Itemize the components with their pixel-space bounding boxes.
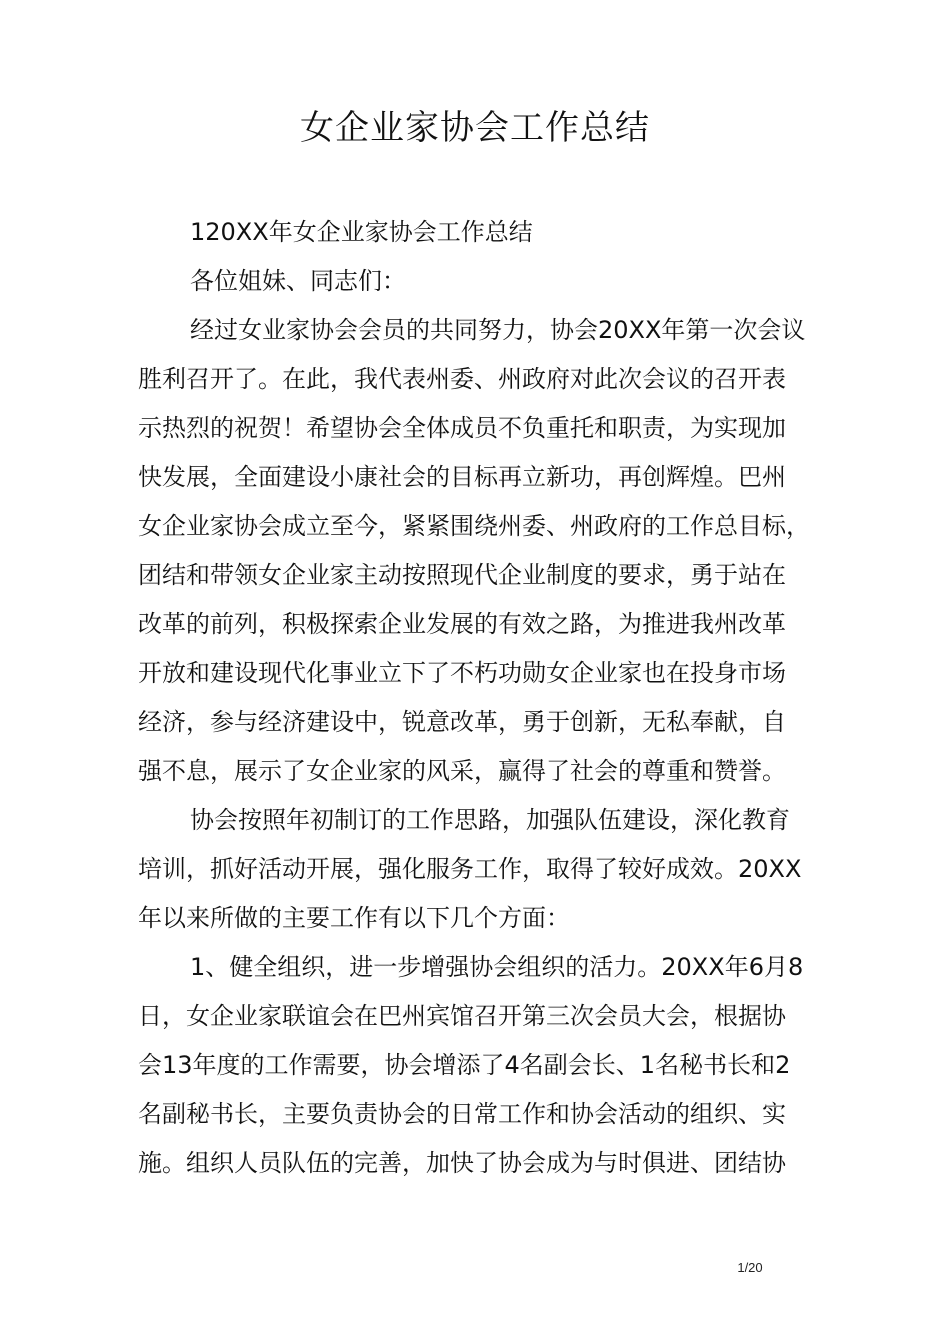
text-line: 改革的前列，积极探索企业发展的有效之路，为推进我州改革: [138, 610, 786, 638]
text-line: 120XX年女企业家协会工作总结: [190, 218, 533, 246]
text-line: 名副秘书长，主要负责协会的日常工作和协会活动的组织、实: [138, 1100, 786, 1128]
text-line: 强不息，展示了女企业家的风采，赢得了社会的尊重和赞誉。: [138, 757, 786, 785]
text-line: 经济，参与经济建设中，锐意改革，勇于创新，无私奉献，自: [138, 708, 786, 736]
text-line: 1、健全组织，进一步增强协会组织的活力。20XX年6月8: [190, 953, 804, 981]
text-line: 年以来所做的主要工作有以下几个方面：: [138, 904, 570, 932]
document-body: [138, 208, 838, 1188]
page-number: 1/20: [737, 1260, 763, 1275]
text-line: 快发展，全面建设小康社会的目标再立新功，再创辉煌。巴州: [138, 463, 786, 491]
text-line: 协会按照年初制订的工作思路，加强队伍建设，深化教育: [190, 806, 790, 834]
text-line: 会13年度的工作需要，协会增添了4名副会长、1名秘书长和2: [138, 1051, 791, 1079]
text-line: 经过女业家协会会员的共同努力，协会20XX年第一次会议: [190, 316, 806, 344]
text-line: 示热烈的祝贺！希望协会全体成员不负重托和职责，为实现加: [138, 414, 786, 442]
document-title: 女企业家协会工作总结: [300, 108, 650, 148]
text-line: 胜利召开了。在此，我代表州委、州政府对此次会议的召开表: [138, 365, 786, 393]
text-line: 女企业家协会成立至今，紧紧围绕州委、州政府的工作总目标，: [138, 512, 810, 540]
text-line: 施。组织人员队伍的完善，加快了协会成为与时俱进、团结协: [138, 1149, 786, 1177]
text-line: 团结和带领女企业家主动按照现代企业制度的要求，勇于站在: [138, 561, 786, 589]
text-line: 开放和建设现代化事业立下了不朽功勋女企业家也在投身市场: [138, 659, 786, 687]
text-line: 日，女企业家联谊会在巴州宾馆召开第三次会员大会，根据协: [138, 1002, 786, 1030]
text-line: 培训，抓好活动开展，强化服务工作，取得了较好成效。20XX: [138, 855, 802, 883]
text-line: 各位姐妹、同志们：: [190, 267, 406, 295]
